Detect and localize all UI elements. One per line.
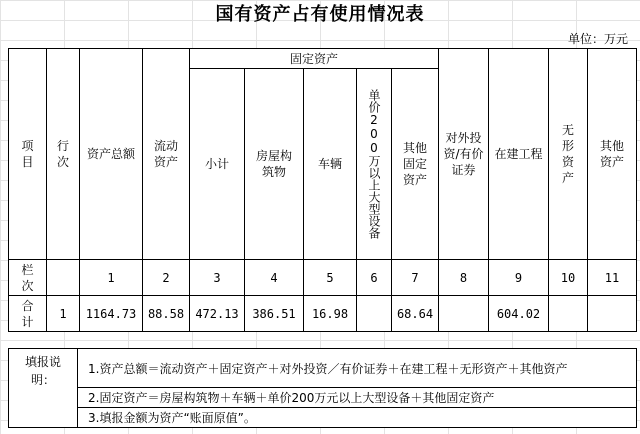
total-value: 1164.73 bbox=[79, 295, 143, 332]
unit-label: 单位：万元 bbox=[567, 32, 628, 46]
column-number: 5 bbox=[303, 259, 357, 296]
report-title: 国有资产占有使用情况表 bbox=[215, 4, 425, 25]
column-number: 11 bbox=[587, 259, 637, 296]
column-number: 6 bbox=[356, 259, 392, 296]
header-fixed-assets: 固定资产 bbox=[189, 48, 439, 69]
column-number: 7 bbox=[391, 259, 439, 296]
column-number-label: 栏次 bbox=[8, 259, 47, 296]
header-large-equipment: 单价200万以上大型设备 bbox=[356, 68, 392, 260]
note-line-3: 3.填报金额为资产“账面原值”。 bbox=[78, 407, 637, 428]
column-number: 2 bbox=[142, 259, 190, 296]
note-line-1: 1.资产总额＝流动资产＋固定资产＋对外投资／有价证券＋在建工程＋无形资产＋其他资产 bbox=[78, 348, 637, 388]
notes-label: 填报说明： bbox=[8, 348, 78, 428]
total-value bbox=[548, 295, 588, 332]
header-other-assets: 其他资产 bbox=[587, 48, 637, 260]
note-line-2: 2.固定资产＝房屋构筑物＋车辆＋单价200万元以上大型设备＋其他固定资产 bbox=[78, 387, 637, 408]
header-total-assets: 资产总额 bbox=[79, 48, 143, 260]
total-value bbox=[587, 295, 637, 332]
column-number: 10 bbox=[548, 259, 588, 296]
total-value: 604.02 bbox=[488, 295, 549, 332]
header-subtotal: 小计 bbox=[189, 68, 245, 260]
column-number: 9 bbox=[488, 259, 549, 296]
header-vehicles: 车辆 bbox=[303, 68, 357, 260]
total-value: 472.13 bbox=[189, 295, 245, 332]
header-investments: 对外投资/有价证券 bbox=[438, 48, 489, 260]
total-value: 386.51 bbox=[244, 295, 304, 332]
total-value: 16.98 bbox=[303, 295, 357, 332]
total-row-no: 1 bbox=[46, 295, 80, 332]
column-number-blank bbox=[46, 259, 80, 296]
column-number: 3 bbox=[189, 259, 245, 296]
column-number: 1 bbox=[79, 259, 143, 296]
header-row-no: 行次 bbox=[46, 48, 80, 260]
filling-notes bbox=[8, 348, 637, 428]
header-construction: 在建工程 bbox=[488, 48, 549, 260]
header-buildings: 房屋构筑物 bbox=[244, 68, 304, 260]
total-value bbox=[356, 295, 392, 332]
header-item: 项目 bbox=[8, 48, 47, 260]
asset-table bbox=[8, 48, 637, 332]
header-current-assets: 流动资产 bbox=[142, 48, 190, 260]
column-number: 4 bbox=[244, 259, 304, 296]
header-intangible: 无形资产 bbox=[548, 48, 588, 260]
column-number: 8 bbox=[438, 259, 489, 296]
total-value: 68.64 bbox=[391, 295, 439, 332]
total-value: 88.58 bbox=[142, 295, 190, 332]
header-other-fixed: 其他固定资产 bbox=[391, 68, 439, 260]
total-value bbox=[438, 295, 489, 332]
total-label: 合计 bbox=[8, 295, 47, 332]
